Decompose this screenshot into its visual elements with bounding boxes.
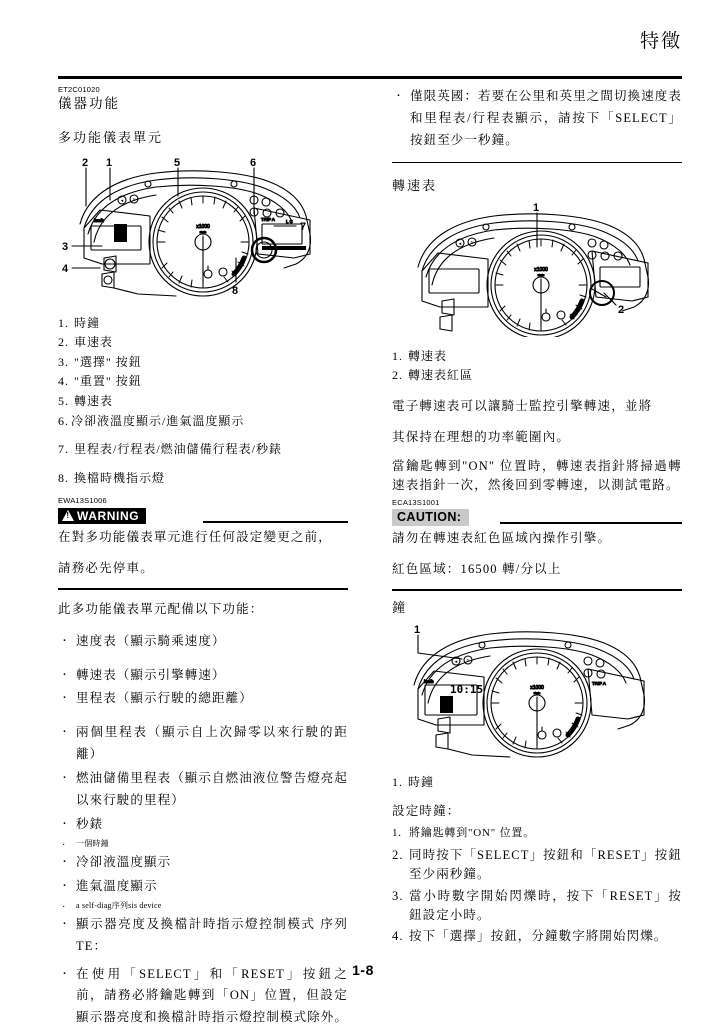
tachometer-legend-list (392, 347, 682, 385)
caution-text: 請勿在轉速表紅色區域內操作引擎。 (392, 531, 612, 545)
tachometer-figure (392, 201, 682, 337)
callout-1: 1 (106, 156, 113, 169)
clock-setting-title: 設定時鐘： (392, 804, 461, 819)
svg-text:TRIP A: TRIP A (592, 681, 606, 687)
warning-banner-row (58, 507, 348, 524)
uk-note-divider-rule (392, 162, 682, 163)
list-item: · 僅限英國：若要在公里和英里之間切換速度表和里程表/行程表顯示，請按下「SELECT」按鈕至少一秒鐘。 (392, 86, 682, 152)
list-item: · 進氣溫度顯示 (58, 876, 348, 898)
list-item: · 速度表（顯示騎乘速度） (58, 631, 348, 653)
list-item: 5. 轉速表 (58, 394, 114, 409)
clock-setting-steps (392, 825, 682, 946)
list-item: 3. 當小時數字開始閃爍時，按下「RESET」按鈕設定小時。 (392, 888, 682, 922)
sub-section-title: 多功能儀表單元 (58, 130, 164, 146)
caution-banner: CAUTION: (392, 509, 469, 526)
features-intro-text: 此多功能儀表單元配備以下功能： (58, 601, 264, 616)
caution-code: ECA13S1001 (392, 497, 440, 507)
callout-2: 2 (82, 156, 89, 169)
list-item: 4. "重置" 按鈕 (58, 374, 142, 389)
list-item: 1. 時鐘 (392, 775, 435, 790)
callout-6: 6 (250, 156, 257, 169)
svg-text:r/min: r/min (537, 272, 545, 277)
clock-title: 鐘 (392, 600, 408, 616)
features-bullet-list (58, 631, 348, 958)
list-item: 1. 轉速表 (392, 348, 448, 363)
warning-text-line2: 請務必先停車。 (58, 560, 154, 575)
svg-text:◄: ◄ (457, 240, 463, 246)
warning-code: EWA13S1006 (58, 496, 107, 506)
list-item: 1. 時鐘 (58, 315, 101, 330)
callout-2: 2 (618, 303, 625, 316)
section-code: ET2C01020 (58, 85, 100, 94)
callout-5: 5 (174, 156, 181, 169)
svg-text:r/min: r/min (199, 229, 207, 234)
header-divider-rule (58, 76, 682, 79)
list-item: · 秒錶 (58, 814, 348, 836)
svg-text:◄: ◄ (453, 659, 459, 665)
left-column (58, 86, 348, 1035)
list-item: 6. 冷卻液溫度顯示/進氣溫度顯示 (58, 413, 245, 428)
right-column (392, 86, 682, 949)
warning-triangle-icon (62, 510, 74, 521)
svg-text:N: N (466, 658, 470, 664)
svg-text:km/h: km/h (94, 217, 104, 223)
svg-text:km/h: km/h (424, 679, 434, 685)
caution-banner-rule (500, 522, 682, 524)
list-item: · 冷卻液溫度顯示 (58, 852, 348, 874)
list-item: · 燃油儲備里程表（顯示自燃油液位警告燈亮起以來行駛的里程） (58, 768, 348, 812)
clock-figure (392, 623, 682, 763)
tachometer-text-line3: 當鑰匙轉到"ON" 位置時，轉速表指針將掃過轉速表指針一次，然後回到零轉速，以測試電路。 (392, 459, 682, 492)
callout-7: 7 (300, 220, 307, 233)
list-item: 3. "選擇" 按鈕 (58, 354, 142, 369)
warning-text-line1: 在對多功能儀表單元進行任何設定變更之前， (58, 529, 333, 544)
tachometer-text-line2: 其保持在理想的功率範圍內。 (392, 430, 571, 445)
svg-text:x1000: x1000 (534, 266, 548, 273)
svg-text:x1000: x1000 (196, 223, 210, 230)
svg-text:TRIP A: TRIP A (261, 216, 275, 222)
list-item: 8. 換檔時機指示燈 (58, 470, 166, 485)
svg-text:N: N (470, 239, 474, 245)
callout-3: 3 (62, 240, 69, 253)
meter-legend-list (58, 314, 348, 488)
list-item: 1. 將鑰匙轉到"ON" 位置。 (392, 826, 536, 839)
svg-text:N: N (132, 196, 136, 202)
warning-banner: !WARNING (58, 508, 146, 524)
list-item: · 顯示器亮度及換檔計時指示燈控制模式 序列TE： (58, 914, 348, 958)
callout-8: 8 (232, 284, 239, 297)
list-item: 2. 同時按下「SELECT」按鈕和「RESET」按鈕至少兩秒鐘。 (392, 848, 682, 882)
list-item: · 兩個里程表（顯示自上次歸零以來行駛的距離） (58, 722, 348, 766)
callout-4: 4 (62, 262, 69, 275)
list-item: · 一個時鐘 (58, 838, 348, 849)
svg-text:◄: ◄ (119, 197, 125, 203)
warning-banner-rule (203, 521, 348, 523)
caution-bottom-rule (392, 589, 682, 591)
list-item: 2. 轉速表紅區 (392, 368, 474, 383)
page-header-title: 特徵 (639, 31, 682, 52)
caution-banner-row (392, 508, 682, 525)
clock-legend-list (392, 773, 682, 792)
tachometer-title: 轉速表 (392, 177, 438, 193)
list-item: · 轉速表（顯示引擎轉速） (58, 665, 348, 687)
callout-1: 1 (533, 201, 540, 214)
tachometer-text-line1: 電子轉速表可以讓騎士監控引擎轉速，並將 (392, 399, 653, 413)
list-item: · 里程表（顯示行駛的總距離） (58, 688, 348, 710)
page-number-footer: 1-8 (352, 962, 374, 978)
multi-function-meter-figure (58, 154, 348, 304)
uk-note-list (392, 86, 682, 152)
warning-bottom-rule (58, 588, 348, 590)
redline-range-text: 紅色區域：16500 轉/分以上 (392, 562, 562, 577)
callout-1: 1 (414, 624, 421, 637)
list-item: 2. 車速表 (58, 335, 114, 350)
section-title: 儀器功能 (58, 96, 120, 112)
clock-display-value: 10:15 (450, 683, 484, 697)
list-item: · a self-diag序列sis device (58, 900, 348, 911)
svg-text:L C: L C (286, 218, 293, 224)
list-item: · 在使用「SELECT」和「RESET」按鈕之前，請務必將鑰匙轉到「ON」位置，但設定顯示器亮度和換檔計時指示燈控制模式除外。 (58, 964, 348, 1030)
list-item: 4. 按下「選擇」按鈕，分鐘數字將開始閃爍。 (392, 929, 668, 944)
svg-text:r/min: r/min (533, 691, 541, 696)
svg-text:x1000: x1000 (530, 685, 544, 692)
list-item: 7. 里程表/行程表/燃油儲備行程表/秒錶 (58, 442, 283, 457)
